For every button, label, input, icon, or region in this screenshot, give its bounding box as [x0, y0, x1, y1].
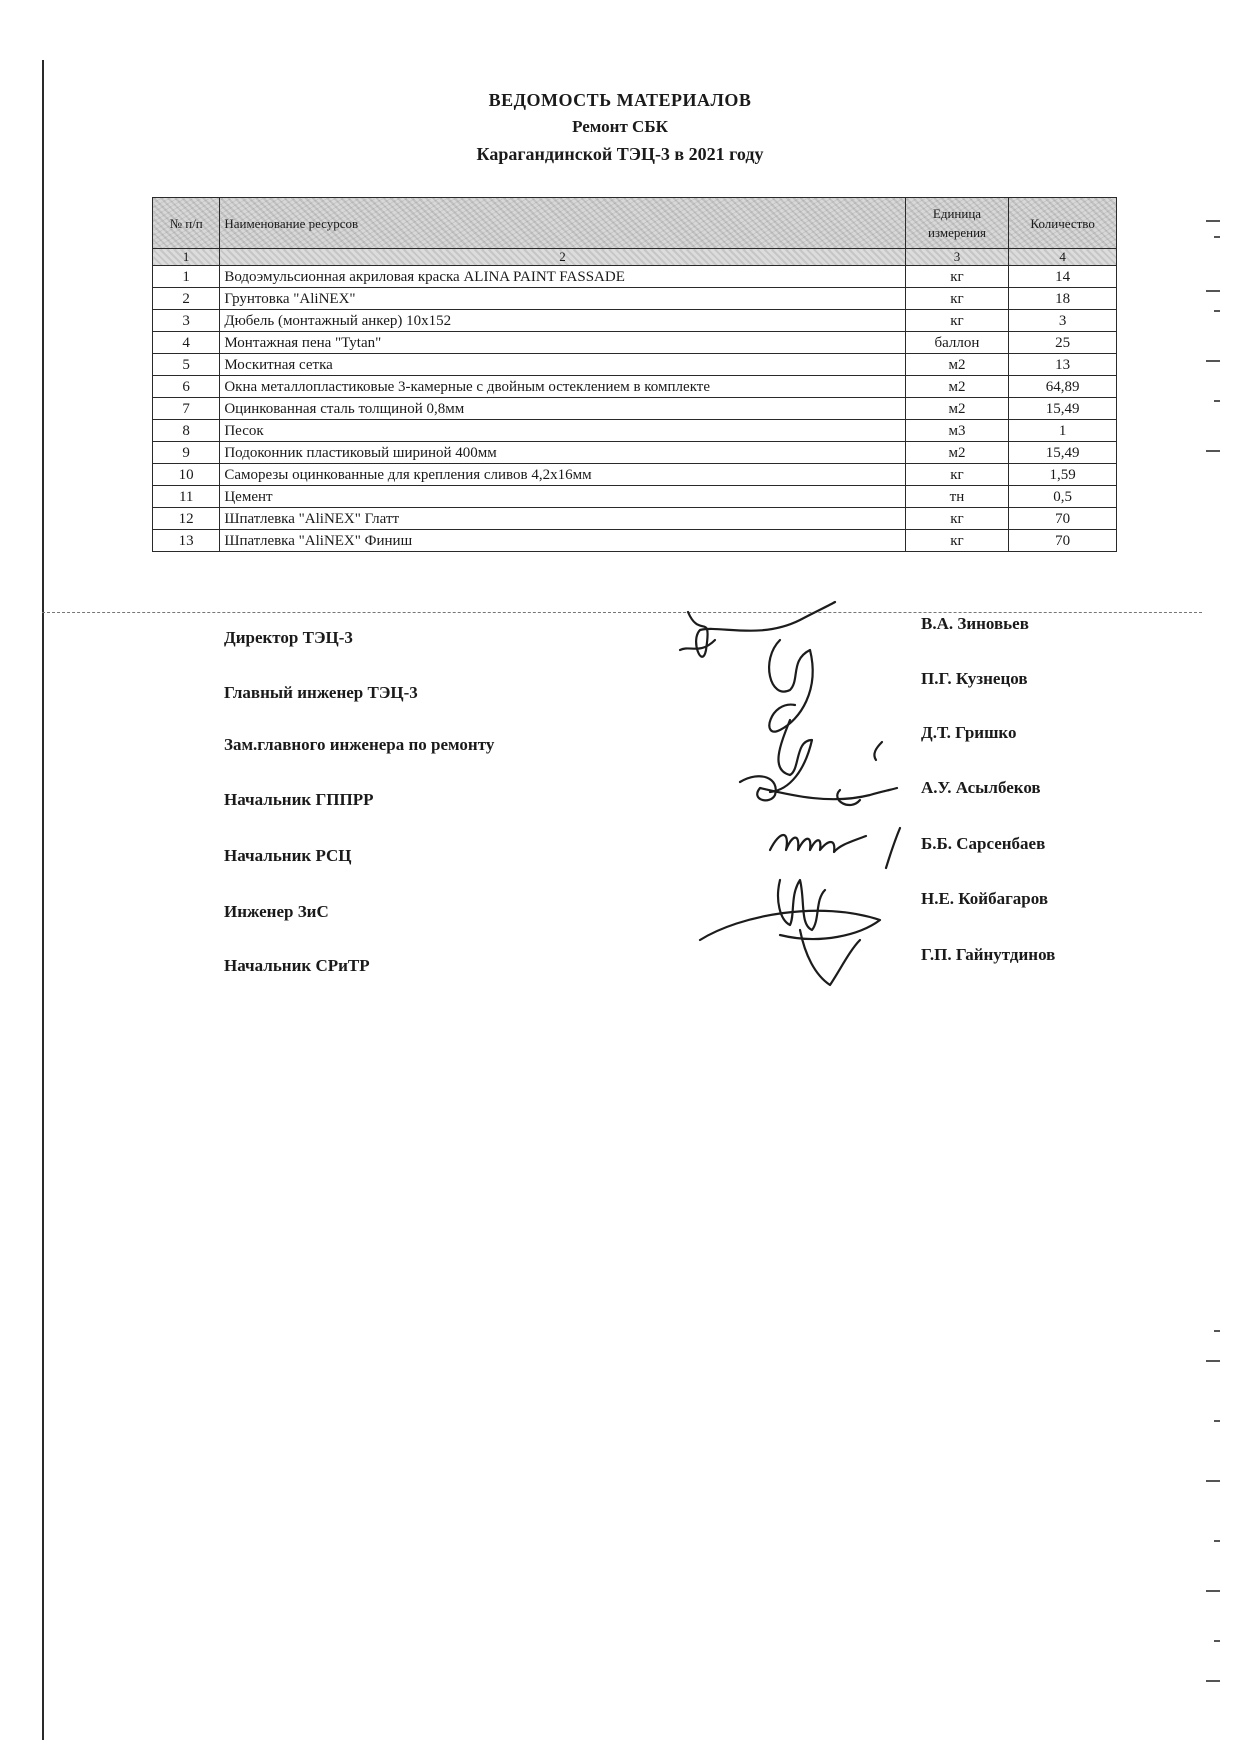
row-num: 9 — [153, 442, 220, 464]
signature-deputy-engineer — [770, 720, 882, 792]
row-num: 12 — [153, 508, 220, 530]
row-unit: м2 — [905, 398, 1009, 420]
row-unit: м2 — [905, 442, 1009, 464]
row-qty: 14 — [1009, 266, 1117, 288]
row-unit: м3 — [905, 420, 1009, 442]
row-num: 1 — [153, 266, 220, 288]
row-num: 7 — [153, 398, 220, 420]
row-qty: 3 — [1009, 310, 1117, 332]
row-unit: кг — [905, 508, 1009, 530]
row-name: Оцинкованная сталь толщиной 0,8мм — [220, 398, 905, 420]
row-name: Песок — [220, 420, 905, 442]
signatory-position: Начальник СРиТР — [224, 956, 370, 975]
signatory-name: Н.Е. Койбагаров — [921, 889, 1049, 908]
row-name: Водоэмульсионная акриловая краска ALINA PAINT FASSADE — [220, 266, 905, 288]
row-unit: кг — [905, 530, 1009, 552]
row-num: 10 — [153, 464, 220, 486]
column-number: 1 — [153, 249, 220, 266]
document-subtitle-2: Карагандинской ТЭЦ-3 в 2021 году — [476, 144, 764, 164]
row-name: Саморезы оцинкованные для крепления сливов 4,2х16мм — [220, 464, 905, 486]
row-name: Окна металлопластиковые 3-камерные с двойным остеклением в комплекте — [220, 376, 905, 398]
row-name: Дюбель (монтажный анкер) 10х152 — [220, 310, 905, 332]
row-name: Монтажная пена "Tytan" — [220, 332, 905, 354]
column-number: 2 — [220, 249, 905, 266]
signatory-name: В.А. Зиновьев — [921, 614, 1029, 633]
row-name: Грунтовка "AliNEX" — [220, 288, 905, 310]
row-qty: 70 — [1009, 530, 1117, 552]
signatory-position: Главный инженер ТЭЦ-3 — [224, 683, 418, 702]
row-unit: кг — [905, 464, 1009, 486]
row-num: 6 — [153, 376, 220, 398]
signature-director — [680, 602, 835, 657]
row-num: 11 — [153, 486, 220, 508]
row-unit: м2 — [905, 354, 1009, 376]
row-num: 13 — [153, 530, 220, 552]
row-unit: кг — [905, 310, 1009, 332]
signatory-position: Инженер ЗиС — [224, 902, 329, 921]
row-num: 8 — [153, 420, 220, 442]
row-qty: 64,89 — [1009, 376, 1117, 398]
row-num: 5 — [153, 354, 220, 376]
signature-engineer-zis — [700, 880, 880, 985]
row-num: 2 — [153, 288, 220, 310]
row-qty: 70 — [1009, 508, 1117, 530]
row-qty: 18 — [1009, 288, 1117, 310]
row-qty: 15,49 — [1009, 442, 1117, 464]
row-unit: тн — [905, 486, 1009, 508]
row-name: Шпатлевка "AliNEX" Финиш — [220, 530, 905, 552]
signatory-position: Зам.главного инженера по ремонту — [224, 735, 495, 754]
signatory-position: Начальник ГППРР — [224, 790, 374, 809]
document-subtitle: Ремонт СБК — [572, 117, 668, 136]
column-number: 4 — [1009, 249, 1117, 266]
row-qty: 1 — [1009, 420, 1117, 442]
header-num: № п/п — [153, 198, 220, 249]
row-name: Шпатлевка "AliNEX" Глатт — [220, 508, 905, 530]
row-qty: 13 — [1009, 354, 1117, 376]
signatory-position: Начальник РСЦ — [224, 846, 352, 865]
signatory-name: Г.П. Гайнутдинов — [921, 945, 1056, 964]
row-unit: кг — [905, 288, 1009, 310]
header-unit: Единица измерения — [905, 198, 1009, 249]
row-qty: 0,5 — [1009, 486, 1117, 508]
header-name: Наименование ресурсов — [220, 198, 905, 249]
row-unit: кг — [905, 266, 1009, 288]
signatory-name: Б.Б. Сарсенбаев — [921, 834, 1046, 853]
signature-head-rsc — [770, 828, 900, 868]
signatory-name: А.У. Асылбеков — [921, 778, 1041, 797]
row-name: Цемент — [220, 486, 905, 508]
row-num: 3 — [153, 310, 220, 332]
row-qty: 25 — [1009, 332, 1117, 354]
signatory-name: Д.Т. Гришко — [921, 723, 1017, 742]
row-num: 4 — [153, 332, 220, 354]
signatory-name: П.Г. Кузнецов — [921, 669, 1028, 688]
signature-chief-engineer — [769, 640, 813, 732]
column-number: 3 — [905, 249, 1009, 266]
row-qty: 1,59 — [1009, 464, 1117, 486]
signatory-position: Директор ТЭЦ-3 — [224, 628, 353, 647]
row-name: Москитная сетка — [220, 354, 905, 376]
row-unit: баллон — [905, 332, 1009, 354]
signature-head-gpprr — [740, 776, 897, 805]
row-qty: 15,49 — [1009, 398, 1117, 420]
header-qty: Количество — [1009, 198, 1117, 249]
row-name: Подоконник пластиковый шириной 400мм — [220, 442, 905, 464]
row-unit: м2 — [905, 376, 1009, 398]
document-title: ВЕДОМОСТЬ МАТЕРИАЛОВ — [488, 90, 752, 110]
